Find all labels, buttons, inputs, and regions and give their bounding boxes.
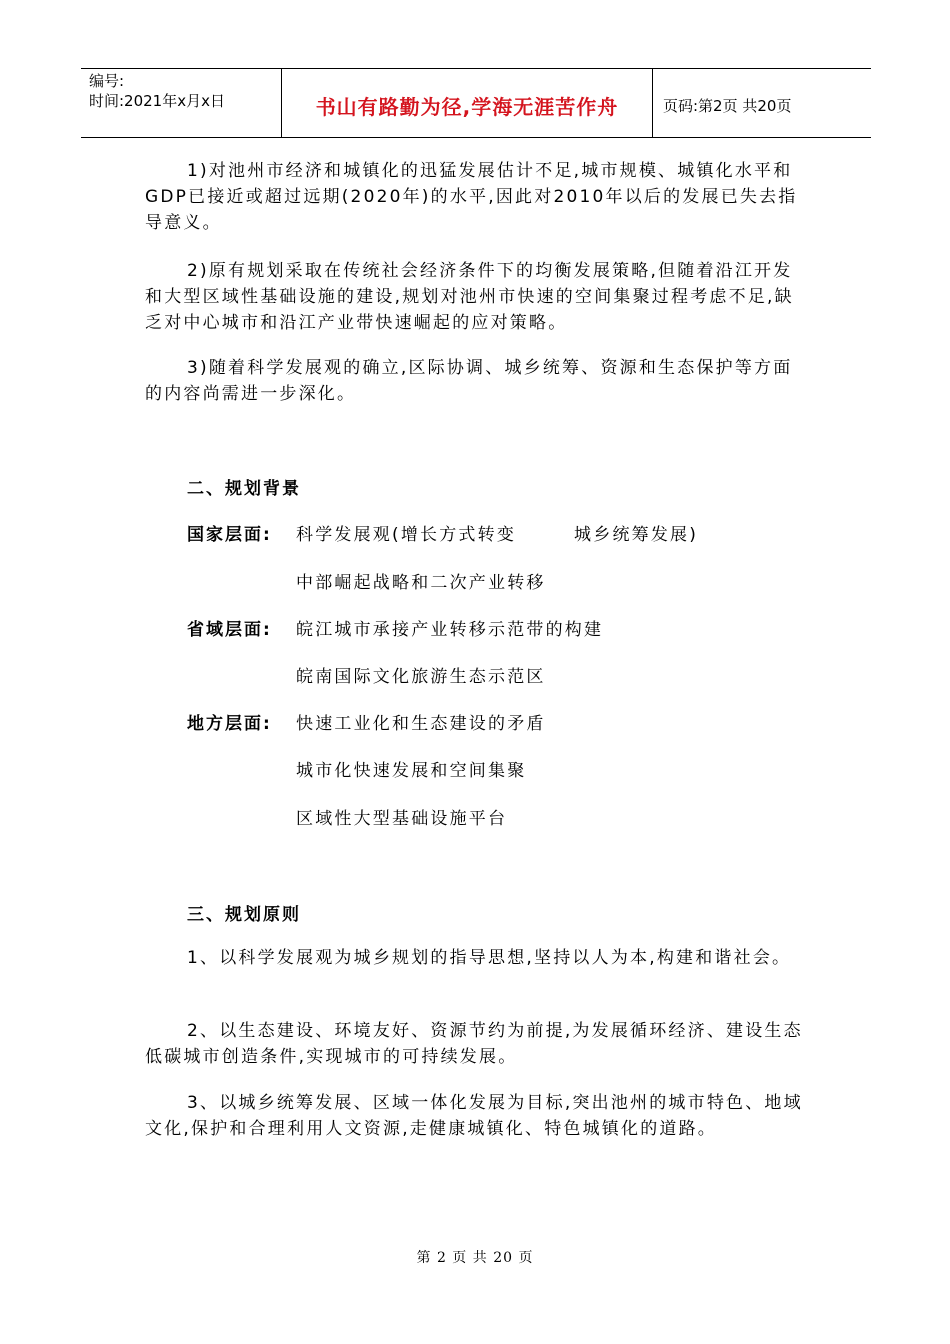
national-item-2: 中部崛起战略和二次产业转移 (296, 573, 546, 593)
paragraph-1: 1)对池州市经济和城镇化的迅猛发展估计不足,城市规模、城镇化水平和GDP已接近或超过远期(2020年)的水平,因此对2010年以后的发展已失去指导意义。 (145, 161, 798, 233)
provincial-item-1: 皖江城市承接产业转移示范带的构建 (296, 620, 604, 640)
header-motto: 书山有路勤为径,学海无涯苦作舟 (281, 69, 653, 137)
paragraph-2: 2)原有规划采取在传统社会经济条件下的均衡发展策略,但随着沿江开发和大型区域性基础设施的建设,规划对池州市快速的空间集聚过程考虑不足,缺乏对中心城市和沿江产业带快速崛起的应对策略。 (145, 261, 794, 333)
page-footer: 第 2 页 共 20 页 (416, 1250, 534, 1266)
local-item-1: 快速工业化和生态建设的矛盾 (296, 714, 546, 734)
local-level-label: 地方层面: (187, 714, 272, 734)
section-heading-principles: 三、规划原则 (187, 905, 301, 925)
header-meta (81, 69, 281, 137)
principle-1: 1、以科学发展观为城乡规划的指导思想,坚持以人为本,构建和谐社会。 (187, 948, 792, 968)
principle-3: 3、以城乡统筹发展、区域一体化发展为目标,突出池州的城市特色、地域文化,保护和合理利用人文资源,走健康城镇化、特色城镇化的道路。 (145, 1093, 803, 1139)
provincial-item-2: 皖南国际文化旅游生态示范区 (296, 667, 546, 687)
document-time-label: 时间:2021年x月x日 (89, 92, 225, 110)
national-level-label: 国家层面: (187, 525, 272, 545)
page-header (81, 68, 871, 138)
document-number-label: 编号: (89, 72, 125, 90)
paragraph-3: 3)随着科学发展观的确立,区际协调、城乡统筹、资源和生态保护等方面的内容尚需进一步深化。 (145, 358, 793, 404)
national-item-1: 科学发展观(增长方式转变 城乡统筹发展) (296, 525, 699, 545)
local-item-2: 城市化快速发展和空间集聚 (296, 761, 527, 781)
section-heading-background: 二、规划背景 (187, 479, 301, 499)
header-page-info: 页码:第2页 共20页 (663, 96, 792, 115)
provincial-level-label: 省域层面: (187, 620, 272, 640)
local-item-3: 区域性大型基础设施平台 (296, 809, 508, 829)
principle-2: 2、以生态建设、环境友好、资源节约为前提,为发展循环经济、建设生态低碳城市创造条件,实现城市的可持续发展。 (145, 1021, 803, 1067)
